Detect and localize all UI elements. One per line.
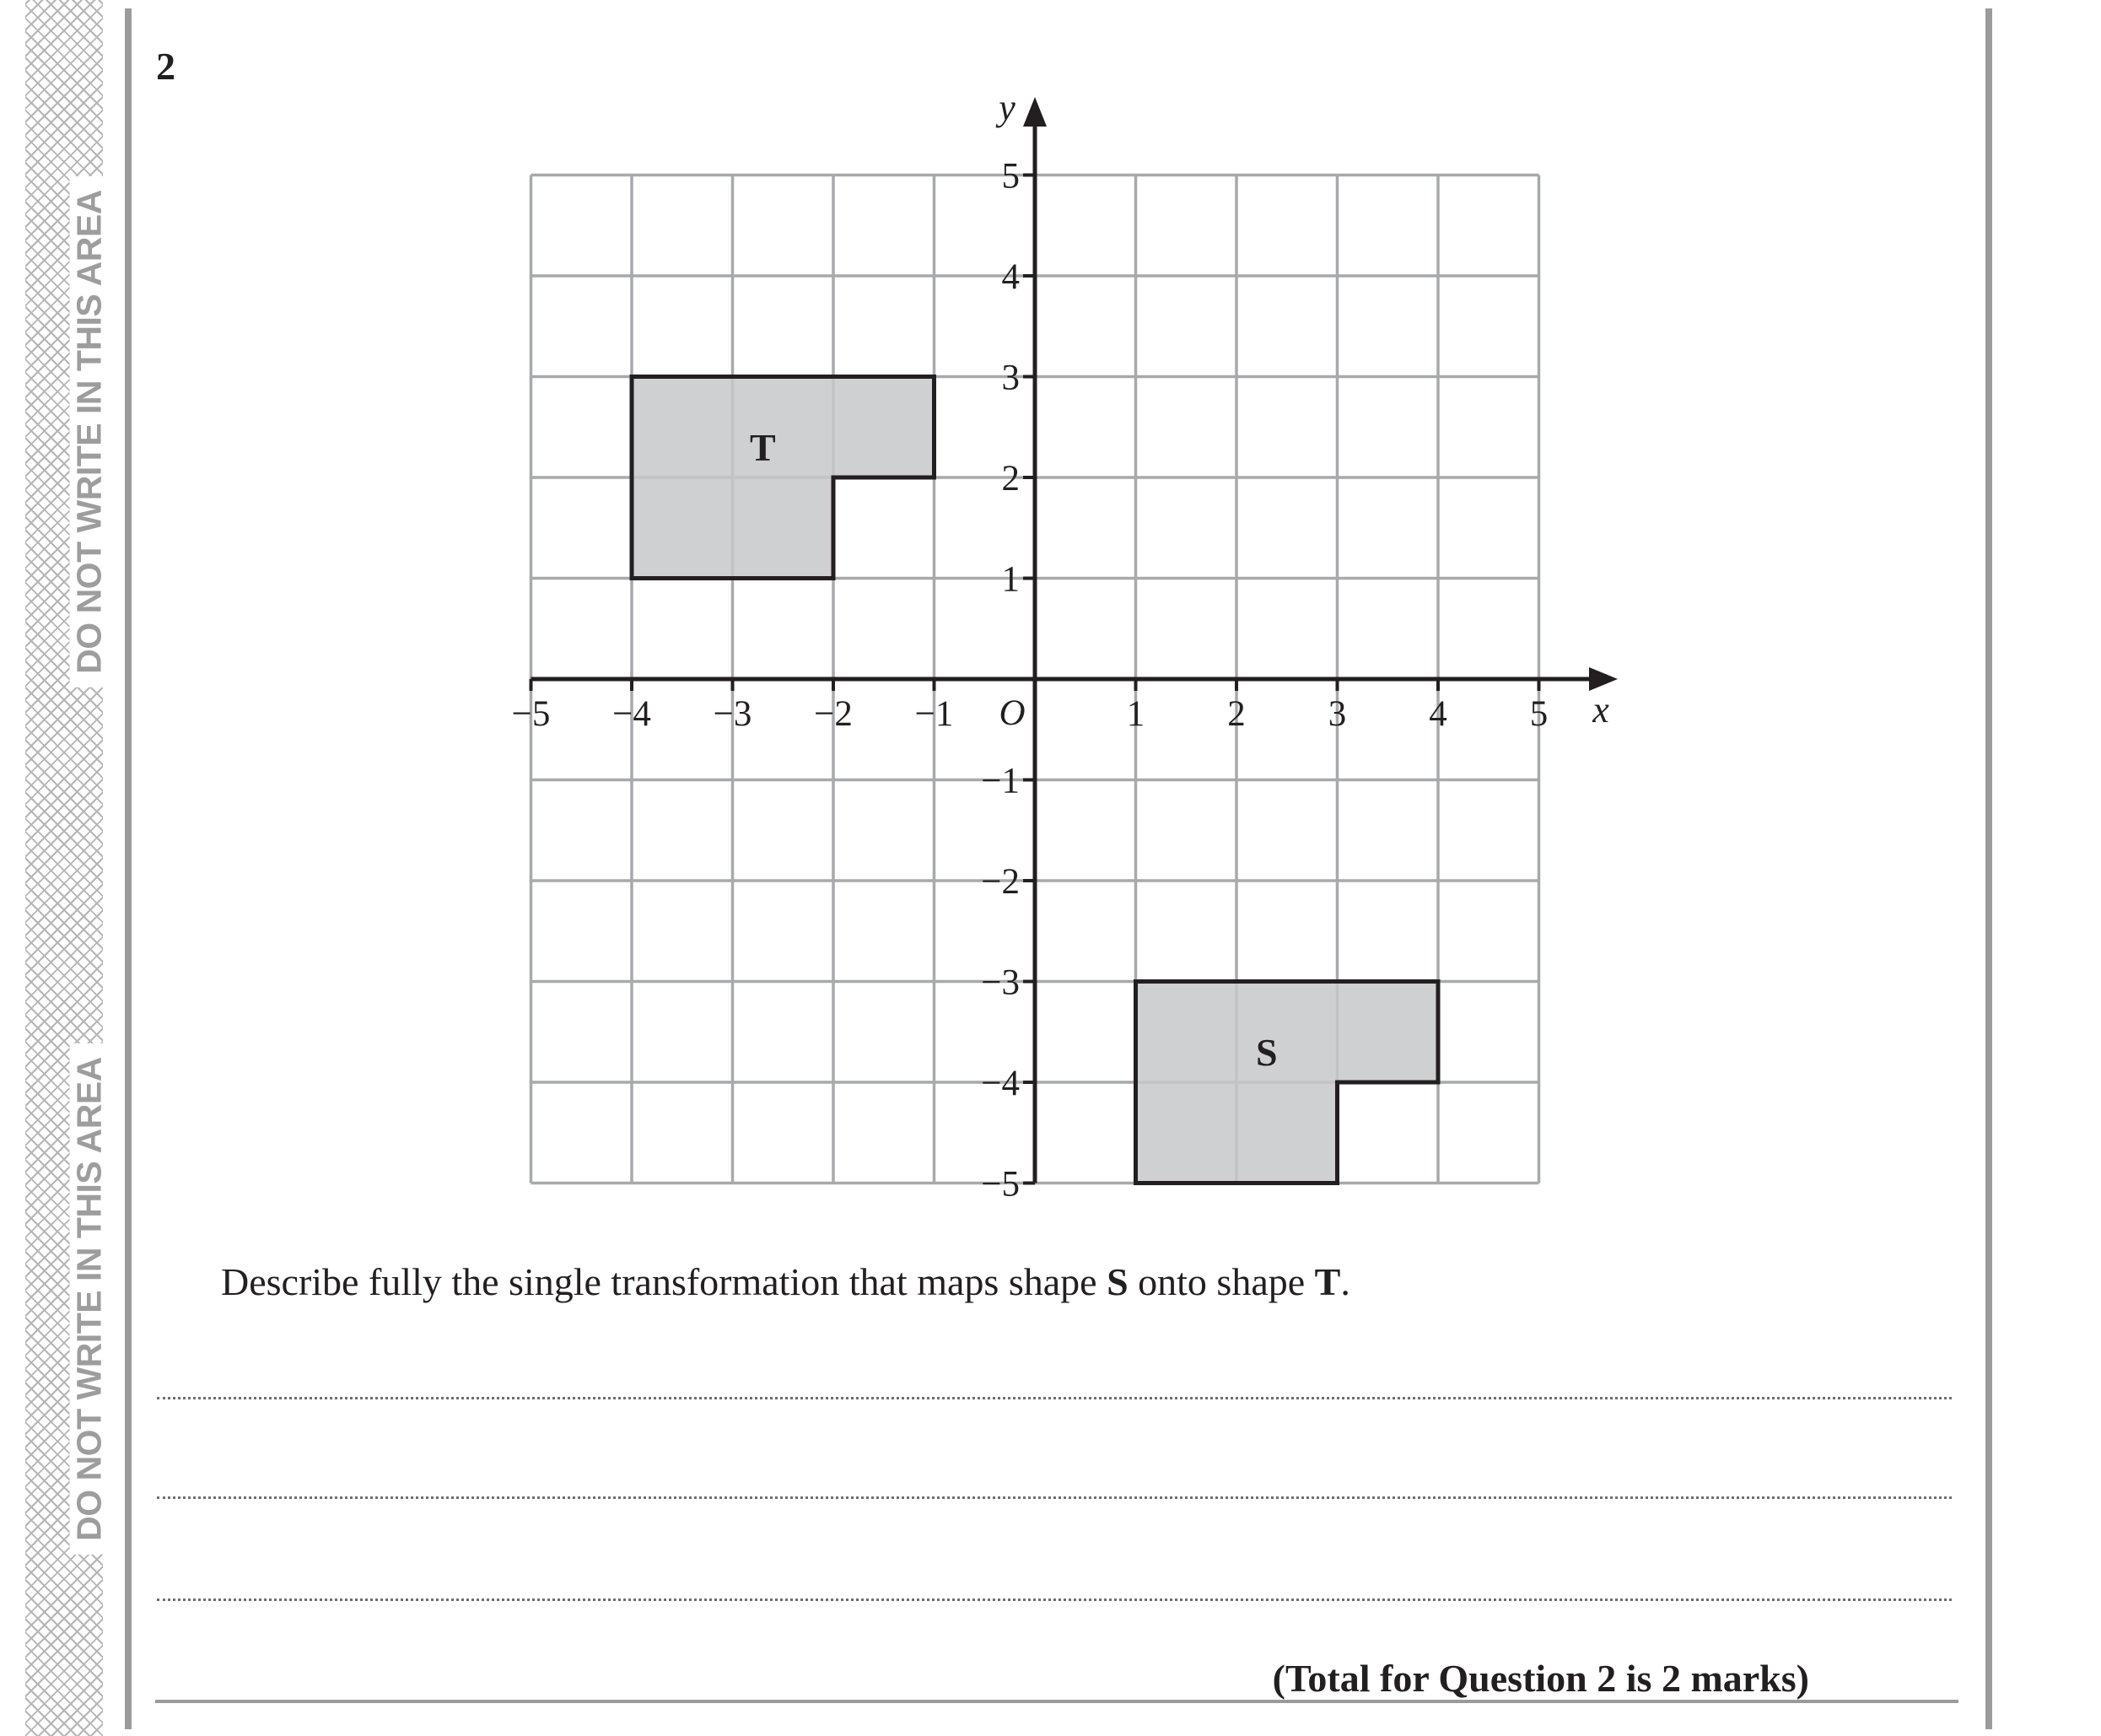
question-text-part: onto shape <box>1128 1260 1315 1303</box>
axes <box>531 97 1619 1183</box>
question-text-part: . <box>1340 1260 1350 1303</box>
x-tick-label: 4 <box>1429 694 1447 734</box>
origin-label: O <box>999 693 1026 733</box>
y-tick-label: 4 <box>1001 257 1020 297</box>
x-tick-label: −1 <box>914 694 954 734</box>
x-tick-label: 2 <box>1227 694 1246 734</box>
margin-warning-text: DO NOT WRITE IN THIS AREA <box>70 1043 110 1555</box>
shape-s-ref: S <box>1107 1260 1129 1303</box>
y-tick-label: 1 <box>1001 559 1020 600</box>
x-tick-label: 5 <box>1529 694 1549 734</box>
question-number: 2 <box>156 45 175 88</box>
y-tick-label: 5 <box>1001 156 1020 197</box>
answer-line[interactable] <box>157 1397 1952 1399</box>
x-axis-arrow <box>1589 667 1618 691</box>
y-tick-label: −1 <box>981 761 1020 801</box>
shape-t <box>632 377 935 579</box>
y-tick-label: −4 <box>981 1064 1020 1103</box>
question-text <box>221 1259 1350 1304</box>
x-tick-label: 3 <box>1328 694 1347 734</box>
answer-line[interactable] <box>157 1599 1952 1601</box>
total-marks: (Total for Question 2 is 2 marks) <box>1272 1657 1809 1700</box>
answer-line[interactable] <box>157 1496 1952 1499</box>
y-axis-arrow <box>1023 97 1047 127</box>
x-tick-label: −5 <box>511 694 551 734</box>
y-tick-label: 3 <box>1001 358 1020 398</box>
x-tick-label: 1 <box>1126 694 1145 734</box>
shape-label: S <box>1256 1031 1278 1075</box>
x-tick-label: −3 <box>713 694 752 734</box>
x-axis-label: x <box>1592 689 1609 731</box>
tick-labels <box>512 87 1610 1205</box>
bottom-rule <box>155 1700 1958 1703</box>
x-tick-label: −4 <box>612 694 651 734</box>
x-tick-label: −2 <box>814 694 853 734</box>
y-tick-label: −3 <box>981 962 1020 1003</box>
y-tick-label: 2 <box>1001 459 1020 499</box>
y-axis-label: y <box>999 87 1015 128</box>
shape-t-ref: T <box>1314 1260 1341 1303</box>
margin-warning-text: DO NOT WRITE IN THIS AREA <box>70 176 110 687</box>
shape-label: T <box>750 426 776 470</box>
question-text-part: Describe fully the single transformation that maps shape <box>221 1260 1107 1303</box>
shape-s <box>1136 982 1439 1183</box>
y-tick-label: −5 <box>981 1164 1020 1205</box>
y-tick-label: −2 <box>981 862 1020 902</box>
